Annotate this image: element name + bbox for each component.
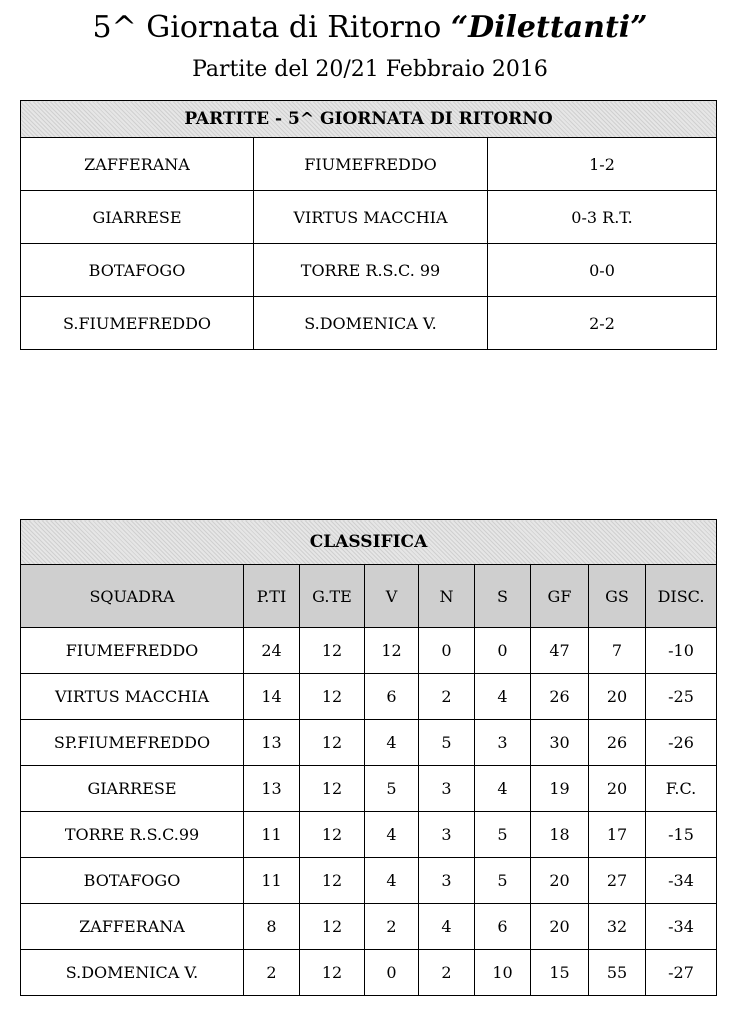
- standings-column-headers: [21, 565, 717, 628]
- standings-table: [20, 519, 717, 996]
- match-away: FIUMEFREDDO: [254, 138, 488, 191]
- standings-cell-goals-for: 30: [531, 720, 589, 766]
- standings-cell-goals-for: 18: [531, 812, 589, 858]
- standings-row: [21, 950, 717, 996]
- standings-cell-won: 12: [365, 628, 419, 674]
- standings-cell-played: 12: [300, 766, 365, 812]
- standings-cell-team: BOTAFOGO: [21, 858, 244, 904]
- standings-cell-drawn: 2: [419, 674, 475, 720]
- standings-cell-discipline: -26: [646, 720, 717, 766]
- standings-cell-played: 12: [300, 950, 365, 996]
- column-header: N: [419, 565, 475, 628]
- standings-cell-points: 2: [244, 950, 300, 996]
- standings-cell-team: TORRE R.S.C.99: [21, 812, 244, 858]
- match-home: S.FIUMEFREDDO: [21, 297, 254, 350]
- standings-cell-won: 4: [365, 720, 419, 766]
- standings-cell-drawn: 3: [419, 766, 475, 812]
- standings-row: [21, 628, 717, 674]
- match-home: BOTAFOGO: [21, 244, 254, 297]
- standings-cell-goals-against: 7: [589, 628, 646, 674]
- standings-cell-won: 4: [365, 812, 419, 858]
- match-row: [21, 244, 717, 297]
- standings-cell-team: S.DOMENICA V.: [21, 950, 244, 996]
- match-row: [21, 138, 717, 191]
- standings-cell-won: 5: [365, 766, 419, 812]
- standings-cell-discipline: -27: [646, 950, 717, 996]
- standings-cell-points: 8: [244, 904, 300, 950]
- standings-cell-drawn: 3: [419, 812, 475, 858]
- match-result: 0-0: [488, 244, 717, 297]
- column-header: V: [365, 565, 419, 628]
- standings-cell-goals-against: 20: [589, 674, 646, 720]
- column-header: GS: [589, 565, 646, 628]
- standings-cell-goals-for: 20: [531, 904, 589, 950]
- match-away: TORRE R.S.C. 99: [254, 244, 488, 297]
- page-title-prefix: 5^ Giornata di Ritorno: [92, 10, 451, 45]
- standings-cell-won: 0: [365, 950, 419, 996]
- match-result: 0-3 R.T.: [488, 191, 717, 244]
- standings-cell-discipline: -10: [646, 628, 717, 674]
- page-subtitle: Partite del 20/21 Febbraio 2016: [192, 57, 548, 82]
- standings-row: [21, 858, 717, 904]
- standings-cell-points: 11: [244, 812, 300, 858]
- match-row: [21, 297, 717, 350]
- standings-cell-won: 4: [365, 858, 419, 904]
- standings-cell-discipline: -15: [646, 812, 717, 858]
- standings-heading: CLASSIFICA: [21, 520, 717, 565]
- match-result: 1-2: [488, 138, 717, 191]
- standings-cell-goals-for: 20: [531, 858, 589, 904]
- standings-cell-played: 12: [300, 720, 365, 766]
- standings-cell-points: 11: [244, 858, 300, 904]
- match-result: 2-2: [488, 297, 717, 350]
- standings-cell-points: 13: [244, 766, 300, 812]
- standings-cell-goals-against: 55: [589, 950, 646, 996]
- standings-cell-team: SP.FIUMEFREDDO: [21, 720, 244, 766]
- standings-cell-goals-for: 47: [531, 628, 589, 674]
- standings-cell-discipline: -34: [646, 904, 717, 950]
- standings-cell-drawn: 0: [419, 628, 475, 674]
- matches-table: [20, 100, 717, 350]
- standings-cell-lost: 0: [475, 628, 531, 674]
- standings-cell-lost: 5: [475, 858, 531, 904]
- standings-cell-lost: 3: [475, 720, 531, 766]
- standings-cell-drawn: 3: [419, 858, 475, 904]
- standings-cell-points: 24: [244, 628, 300, 674]
- column-header: P.TI: [244, 565, 300, 628]
- match-row: [21, 191, 717, 244]
- standings-cell-drawn: 4: [419, 904, 475, 950]
- page-title-emphasis: “Dilettanti”: [450, 10, 648, 45]
- standings-cell-played: 12: [300, 858, 365, 904]
- standings-cell-goals-against: 20: [589, 766, 646, 812]
- match-home: ZAFFERANA: [21, 138, 254, 191]
- standings-cell-discipline: -34: [646, 858, 717, 904]
- matches-heading: PARTITE - 5^ GIORNATA DI RITORNO: [21, 101, 717, 138]
- column-header: G.TE: [300, 565, 365, 628]
- standings-cell-goals-against: 26: [589, 720, 646, 766]
- standings-cell-lost: 10: [475, 950, 531, 996]
- standings-row: [21, 904, 717, 950]
- standings-cell-drawn: 5: [419, 720, 475, 766]
- standings-cell-team: ZAFFERANA: [21, 904, 244, 950]
- standings-cell-lost: 4: [475, 766, 531, 812]
- standings-cell-lost: 5: [475, 812, 531, 858]
- standings-cell-goals-for: 15: [531, 950, 589, 996]
- page-title: [0, 10, 740, 46]
- match-home: GIARRESE: [21, 191, 254, 244]
- standings-cell-discipline: F.C.: [646, 766, 717, 812]
- standings-cell-played: 12: [300, 812, 365, 858]
- standings-row: [21, 766, 717, 812]
- standings-cell-goals-against: 32: [589, 904, 646, 950]
- standings-body: [21, 628, 717, 996]
- match-away: S.DOMENICA V.: [254, 297, 488, 350]
- standings-cell-discipline: -25: [646, 674, 717, 720]
- column-header: S: [475, 565, 531, 628]
- standings-row: [21, 674, 717, 720]
- standings-cell-won: 2: [365, 904, 419, 950]
- column-header: GF: [531, 565, 589, 628]
- column-header: SQUADRA: [21, 565, 244, 628]
- standings-cell-team: VIRTUS MACCHIA: [21, 674, 244, 720]
- standings-cell-points: 14: [244, 674, 300, 720]
- standings-cell-team: FIUMEFREDDO: [21, 628, 244, 674]
- standings-row: [21, 720, 717, 766]
- standings-cell-lost: 4: [475, 674, 531, 720]
- standings-cell-lost: 6: [475, 904, 531, 950]
- match-away: VIRTUS MACCHIA: [254, 191, 488, 244]
- standings-cell-played: 12: [300, 628, 365, 674]
- standings-cell-played: 12: [300, 904, 365, 950]
- standings-cell-goals-against: 17: [589, 812, 646, 858]
- standings-cell-points: 13: [244, 720, 300, 766]
- standings-cell-goals-for: 26: [531, 674, 589, 720]
- standings-cell-goals-against: 27: [589, 858, 646, 904]
- standings-cell-drawn: 2: [419, 950, 475, 996]
- standings-cell-goals-for: 19: [531, 766, 589, 812]
- standings-cell-won: 6: [365, 674, 419, 720]
- standings-row: [21, 812, 717, 858]
- standings-cell-team: GIARRESE: [21, 766, 244, 812]
- standings-cell-played: 12: [300, 674, 365, 720]
- column-header: DISC.: [646, 565, 717, 628]
